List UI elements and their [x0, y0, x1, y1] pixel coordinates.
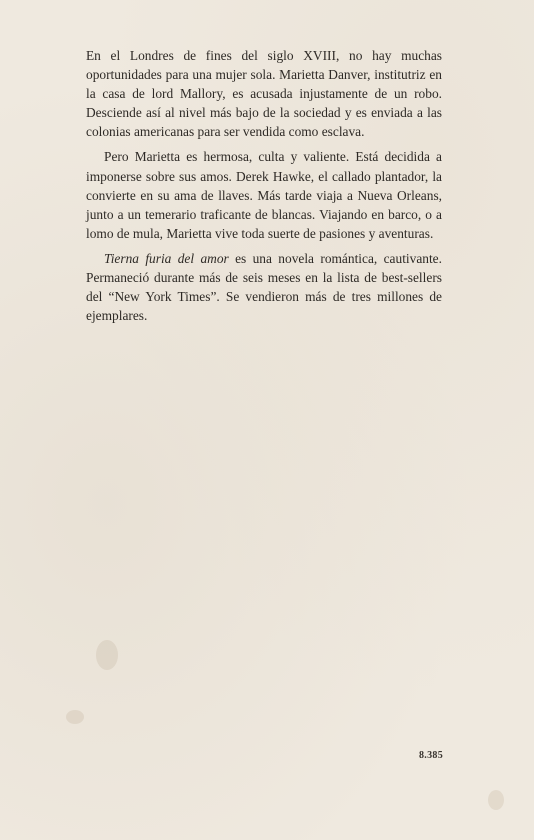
- catalog-number: 8.385: [419, 750, 443, 761]
- synopsis-paragraph-3: [86, 249, 442, 325]
- paper-stain: [66, 710, 84, 724]
- synopsis-paragraph-1: [86, 46, 442, 141]
- synopsis-paragraph-2: [86, 147, 442, 242]
- paragraph-text: es una novela romántica, cautivante. Permaneció durante más de seis meses en la lista de best-sellers del “New York Times”. Se vendieron más de tres millones de ejemplares.: [86, 250, 442, 324]
- book-title: Tierna furia del amor: [104, 250, 229, 266]
- paragraph-text: Pero Marietta es hermosa, culta y valiente. Está decidida a imponerse sobre sus amos. Derek Hawke, el callado plantador, la convierte en su ama de llaves. Más tarde viaja a Nueva Orleans, junto a un temerario traficante de blancas. Viajando en barco, o a lomo de mula, Marietta vive toda suerte de pasiones y aventuras.: [86, 149, 442, 241]
- paragraph-text: En el Londres de fines del siglo XVIII, no hay muchas oportunidades para una mujer sola. Marietta Danver, institutriz en la casa de lord Mallory, es acusada injustamente de un robo. Desciende así al nivel más bajo de la sociedad y es enviada a las colonias americanas para ser vendida como esclava.: [86, 48, 442, 140]
- paper-stain: [96, 640, 118, 670]
- synopsis-text: [86, 46, 442, 331]
- paper-stain: [488, 790, 504, 810]
